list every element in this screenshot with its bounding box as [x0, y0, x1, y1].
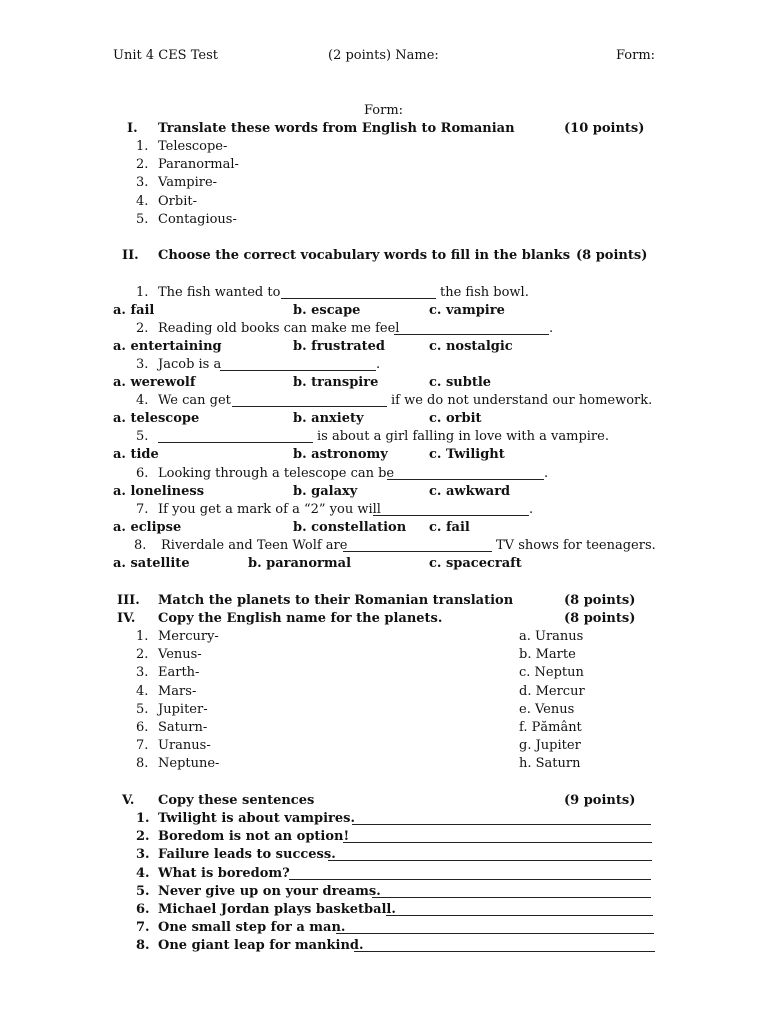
- question-text-end: .: [529, 502, 534, 517]
- translate-word: Orbit-: [158, 193, 197, 209]
- planet-name: Earth-: [158, 665, 200, 681]
- answer-option: c. subtle: [429, 375, 492, 390]
- sentence-text: What is boredom?: [158, 865, 290, 881]
- answer-option: a. satellite: [113, 556, 190, 571]
- copy-line[interactable]: [352, 812, 651, 825]
- answer-option: b. anxiety: [293, 411, 364, 426]
- answer-blank[interactable]: [394, 322, 549, 335]
- planet-translation: d. Mercur: [519, 683, 585, 699]
- form-label-right: Form:: [616, 48, 656, 63]
- planet-name: Venus-: [158, 647, 202, 663]
- list-number: 3.: [136, 847, 150, 863]
- answer-option: c. Twilight: [429, 447, 505, 462]
- answer-option: b. escape: [293, 303, 361, 318]
- copy-line[interactable]: [354, 939, 655, 952]
- answer-option: c. vampire: [429, 303, 505, 318]
- section-5-points: (9 points): [564, 793, 636, 808]
- question-text-end: if we do not understand our homework.: [391, 393, 653, 408]
- question-text-end: is about a girl falling in love with a vampire.: [317, 429, 609, 444]
- section-2-points: (8 points): [576, 248, 648, 263]
- copy-line[interactable]: [336, 921, 654, 934]
- planet-translation: e. Venus: [519, 701, 575, 717]
- list-number: 2.: [136, 647, 149, 663]
- test-title: Unit 4 CES Test: [113, 48, 218, 63]
- answer-option: c. orbit: [429, 411, 482, 426]
- planet-name: Jupiter-: [158, 701, 208, 717]
- question-text-end: .: [549, 321, 554, 336]
- translate-word: Telescope-: [158, 139, 228, 154]
- list-number: 1.: [136, 811, 150, 826]
- question-number: 5.: [136, 429, 149, 444]
- question-number: 8.: [134, 538, 147, 553]
- list-number: 4.: [136, 865, 150, 881]
- question-number: 2.: [136, 321, 149, 336]
- planet-name: Uranus-: [158, 738, 211, 754]
- answer-option: c. nostalgic: [429, 339, 513, 354]
- sentence-text: One small step for a man.: [158, 920, 346, 936]
- question-text: The fish wanted to: [158, 285, 281, 300]
- planet-translation: a. Uranus: [519, 629, 584, 644]
- sentence-text: Twilight is about vampires.: [158, 811, 355, 826]
- answer-option: a. loneliness: [113, 484, 205, 499]
- answer-option: a. werewolf: [113, 375, 196, 390]
- list-number: 4.: [136, 193, 149, 209]
- answer-option: b. galaxy: [293, 484, 358, 499]
- copy-line[interactable]: [372, 885, 651, 898]
- planet-name: Neptune-: [158, 756, 220, 772]
- section-3-instruction: Match the planets to their Romanian translation: [158, 593, 514, 608]
- list-number: 2.: [136, 157, 149, 173]
- sentence-text: One giant leap for mankind.: [158, 938, 364, 954]
- section-1-points: (10 points): [564, 121, 645, 136]
- planet-translation: f. Pământ: [519, 720, 582, 735]
- form-label-center: Form:: [364, 103, 404, 118]
- answer-blank[interactable]: [343, 539, 492, 552]
- section-4-numeral: IV.: [117, 611, 136, 626]
- list-number: 8.: [136, 756, 149, 772]
- question-text-end: TV shows for teenagers.: [496, 538, 656, 553]
- sentence-text: Boredom is not an option!: [158, 829, 350, 845]
- planet-translation: b. Marte: [519, 647, 576, 663]
- question-number: 7.: [136, 502, 149, 517]
- question-text: If you get a mark of a “2” you will: [158, 502, 381, 517]
- list-number: 7.: [136, 920, 150, 936]
- list-number: 8.: [136, 938, 150, 954]
- copy-line[interactable]: [386, 903, 653, 916]
- answer-option: b. frustrated: [293, 339, 385, 354]
- section-5-numeral: V.: [122, 793, 135, 808]
- question-text: Reading old books can make me feel: [158, 321, 400, 336]
- question-number: 3.: [136, 357, 149, 372]
- sentence-text: Michael Jordan plays basketball.: [158, 902, 396, 917]
- question-text-end: .: [544, 466, 549, 481]
- answer-option: a. fail: [113, 303, 155, 318]
- list-number: 1.: [136, 629, 149, 644]
- answer-option: a. eclipse: [113, 520, 182, 535]
- question-number: 4.: [136, 393, 149, 408]
- list-number: 5.: [136, 883, 150, 899]
- copy-line[interactable]: [343, 830, 652, 843]
- answer-option: b. transpire: [293, 375, 379, 390]
- list-number: 3.: [136, 175, 149, 191]
- question-text: Riverdale and Teen Wolf are: [161, 538, 348, 553]
- section-3-points: (8 points): [564, 593, 636, 608]
- answer-option: b. constellation: [293, 520, 407, 535]
- copy-line[interactable]: [328, 848, 652, 861]
- answer-blank[interactable]: [232, 394, 387, 407]
- answer-option: c. fail: [429, 520, 470, 535]
- question-number: 6.: [136, 466, 149, 481]
- question-number: 1.: [136, 285, 149, 300]
- answer-blank[interactable]: [220, 358, 376, 371]
- answer-blank[interactable]: [373, 503, 529, 516]
- list-number: 4.: [136, 683, 149, 699]
- answer-option: c. awkward: [429, 484, 511, 499]
- answer-option: a. telescope: [113, 411, 200, 426]
- question-text: Jacob is a: [158, 357, 222, 372]
- list-number: 5.: [136, 211, 149, 227]
- list-number: 1.: [136, 139, 149, 154]
- list-number: 6.: [136, 720, 149, 735]
- section-2-instruction: Choose the correct vocabulary words to fill in the blanks: [158, 248, 571, 263]
- planet-name: Mars-: [158, 683, 197, 699]
- planet-name: Mercury-: [158, 629, 219, 644]
- copy-line[interactable]: [289, 867, 651, 880]
- answer-blank[interactable]: [387, 467, 544, 480]
- translate-word: Paranormal-: [158, 157, 239, 173]
- name-label: (2 points) Name:: [328, 48, 439, 63]
- translate-word: Contagious-: [158, 211, 237, 227]
- section-3-numeral: III.: [117, 593, 140, 608]
- answer-option: a. tide: [113, 447, 159, 462]
- translate-word: Vampire-: [158, 175, 218, 191]
- sentence-text: Never give up on your dreams.: [158, 883, 381, 899]
- list-number: 5.: [136, 701, 149, 717]
- section-2-numeral: II.: [122, 248, 139, 263]
- answer-option: a. entertaining: [113, 339, 222, 354]
- sentence-text: Failure leads to success.: [158, 847, 336, 863]
- planet-translation: c. Neptun: [519, 665, 584, 681]
- section-1-numeral: I.: [127, 121, 138, 136]
- list-number: 7.: [136, 738, 149, 754]
- list-number: 3.: [136, 665, 149, 681]
- section-4-instruction: Copy the English name for the planets.: [158, 611, 443, 626]
- answer-option: c. spacecraft: [429, 556, 522, 571]
- answer-blank[interactable]: [158, 430, 313, 443]
- question-text: We can get: [158, 393, 231, 408]
- list-number: 6.: [136, 902, 150, 917]
- planet-translation: g. Jupiter: [519, 738, 581, 754]
- planet-translation: h. Saturn: [519, 756, 581, 772]
- section-1-instruction: Translate these words from English to Romanian: [158, 121, 515, 136]
- section-5-instruction: Copy these sentences: [158, 793, 315, 808]
- planet-name: Saturn-: [158, 720, 208, 735]
- answer-option: b. astronomy: [293, 447, 388, 462]
- answer-blank[interactable]: [281, 286, 436, 299]
- answer-option: b. paranormal: [248, 556, 352, 571]
- list-number: 2.: [136, 829, 150, 845]
- question-text-end: the fish bowl.: [440, 285, 529, 300]
- section-4-points: (8 points): [564, 611, 636, 626]
- question-text: Looking through a telescope can be: [158, 466, 395, 481]
- question-text-end: .: [376, 357, 381, 372]
